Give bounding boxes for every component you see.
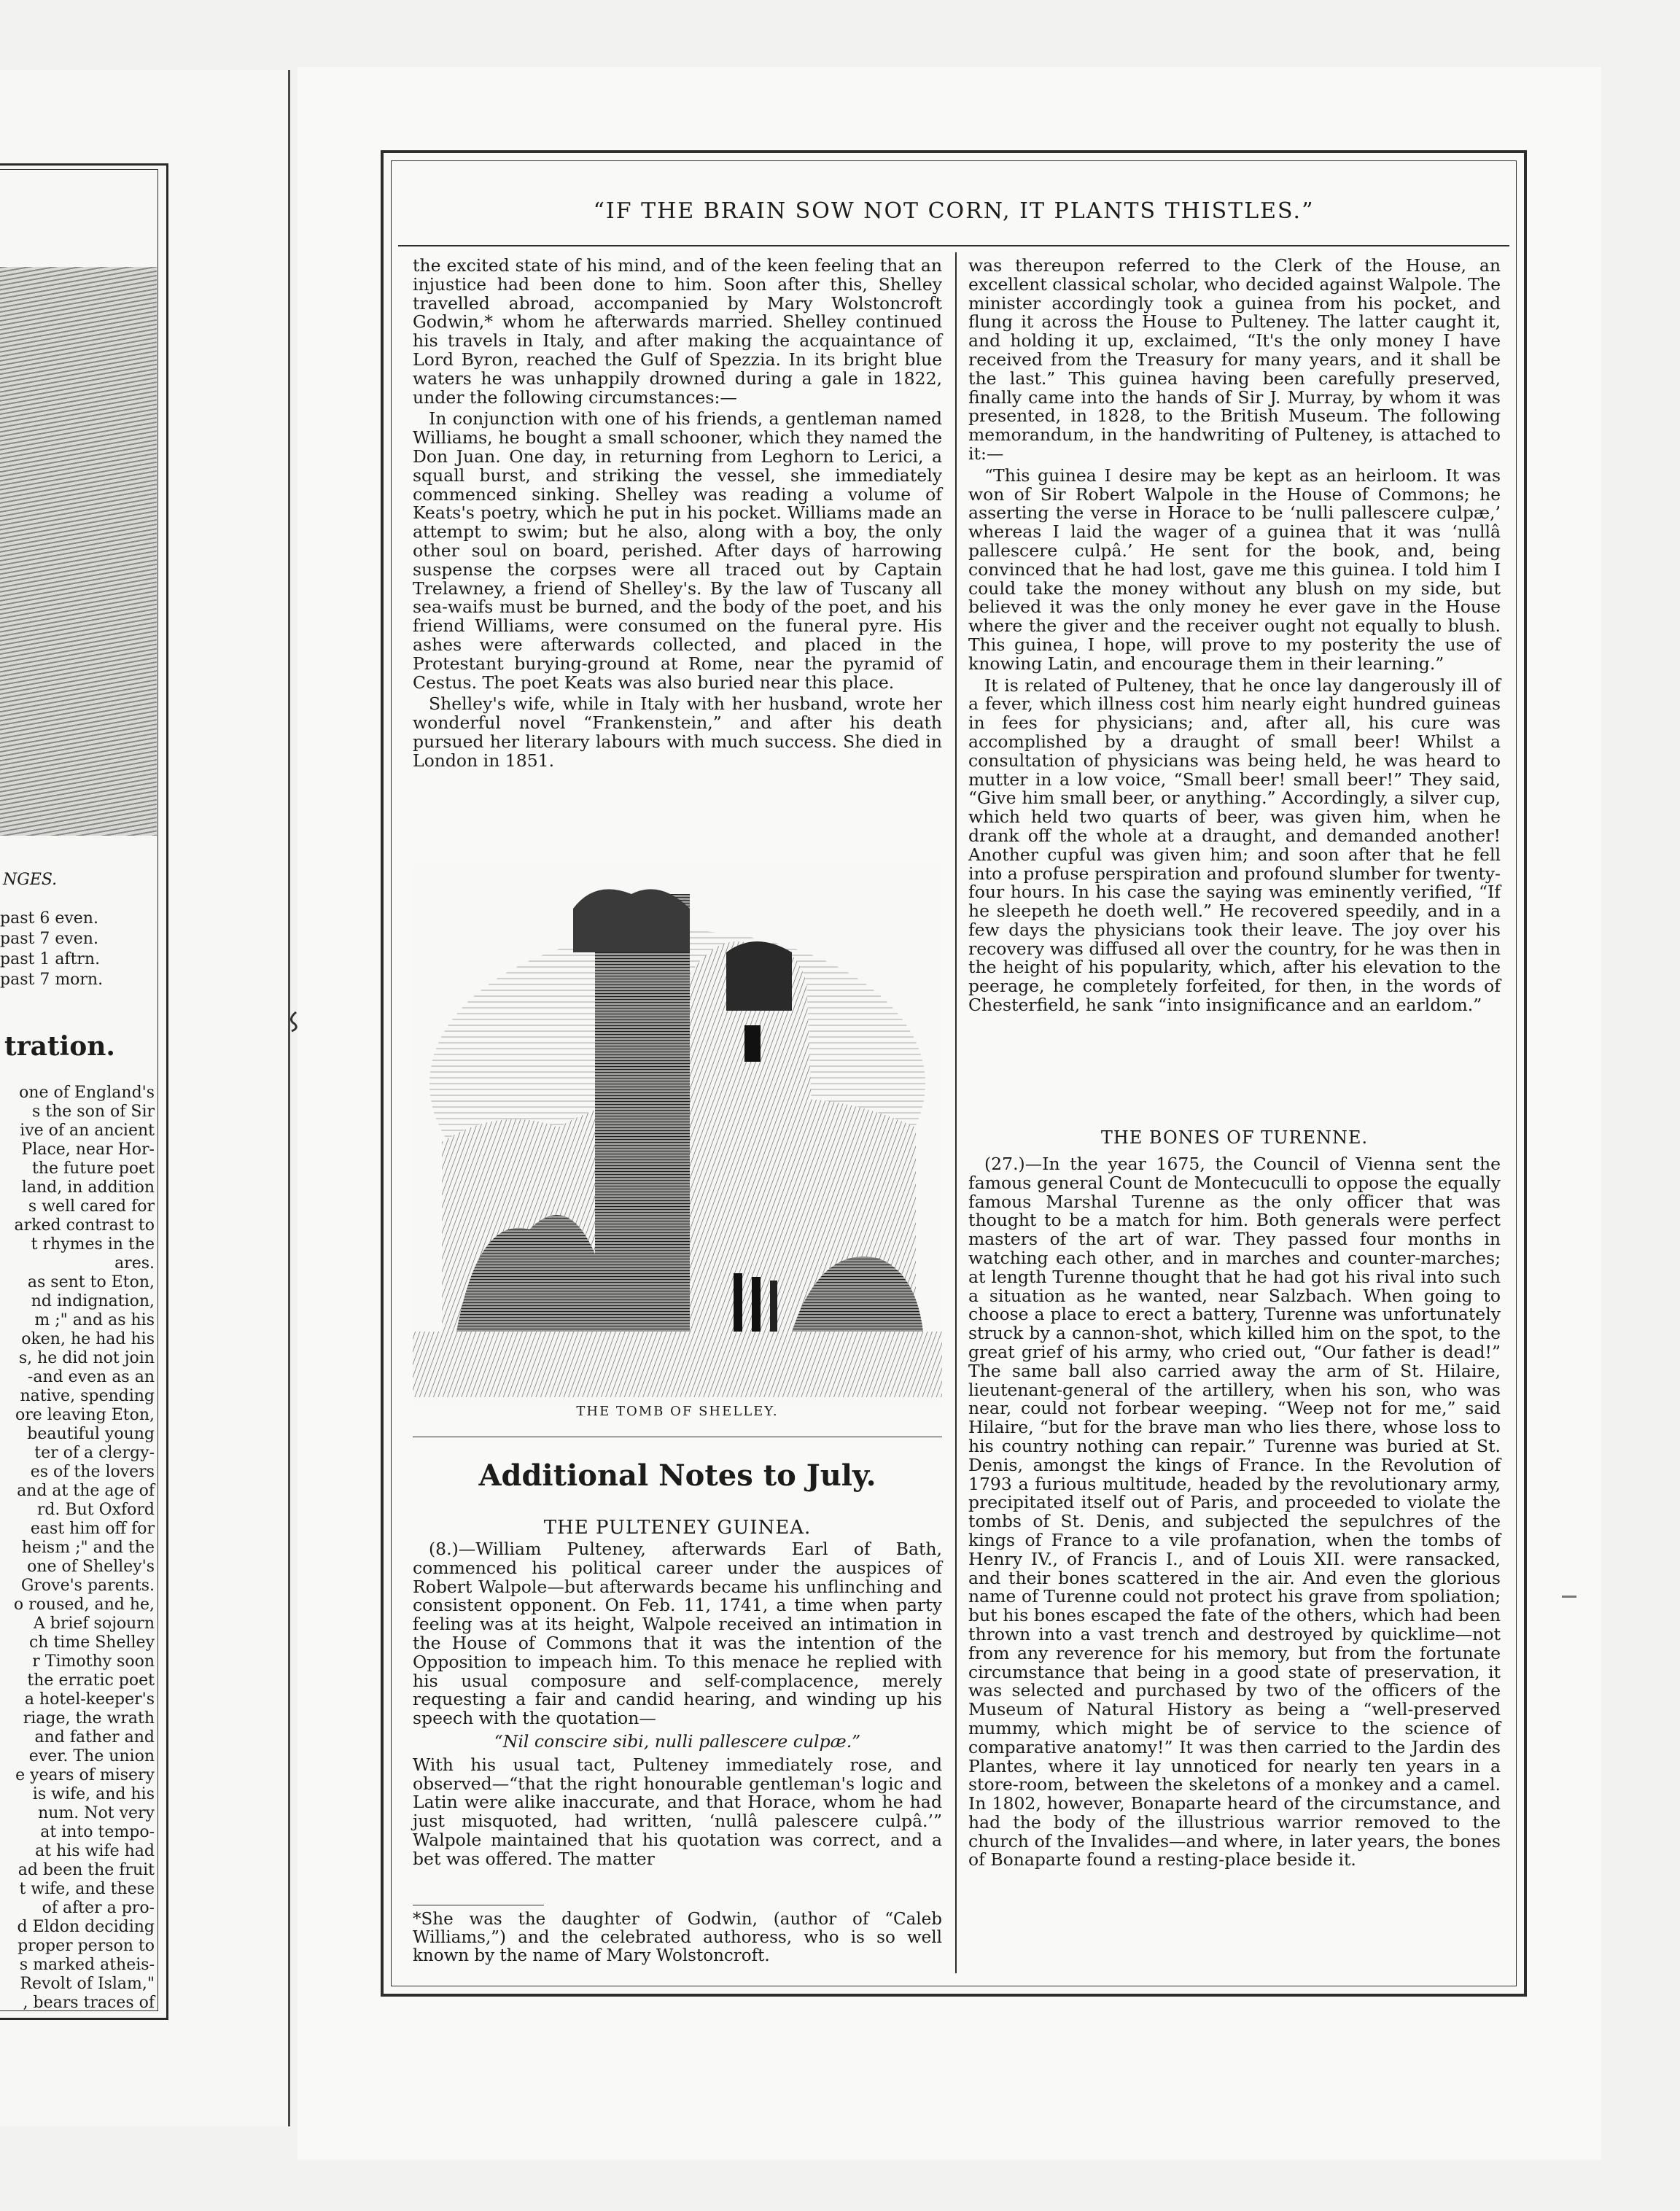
left-page-line: nd indignation, <box>31 1292 155 1310</box>
tomb-of-shelley-engraving <box>413 865 942 1404</box>
paragraph: (27.)—In the year 1675, the Council of Vienna sent the famous general Count de Montecuculli to oppose the equally famous Marshal Turenne as the only officer that was thought to be a match for him. Both generals were perfect masters of the art of war. They passed four months in watching each other, and in marches and counter-marches; at length Turenne thought that he had got his rival into such a situation as he wanted, near Salzbach. When going to choose a place to erect a battery, Turenne was unfortunately struck by a cannon-shot, which killed him on the spot, to the great grief of his army, who cried out, “Our father is dead!” The same ball also carried away the arm of St. Hilaire, lieutenant-general of the artillery, when his son, who was near, could not forbear weeping. “Weep not for me,” said Hilaire, “but for the brave man who lies there, whose loss to his country nothing can repair.” Turenne was buried at St. Denis, amongst the kings of France. In the Revolution of 1793 a furious multitude, headed by the revolutionary army, precipitated itself out of Paris, and proceeded to violate the tombs of St. Denis, and subjected the sepulchres of the kings of France to a vile profanation, when the tombs of Henry IV., of Francis I., and of Louis XII. were ransacked, and their bones scattered in the air. And even the glorious name of Turenne could not protect his grave from spoliation; but his bones escaped the fate of the others, which had been thrown into a vast trench and destroyed by quicklime—not from any reverence for his memory, but from the fortunate circumstance that being in a good state of preservation, it was selected and purchased by two of the officers of the Museum of Natural History as being a “well-preserved mummy, which might be of service to the science of comparative anatomy!” It was then carried to the Jardin des Plantes, where it lay unnoticed for nearly ten years in a store-room, between the skeletons of a monkey and a camel. In 1802, however, Bonaparte heard of the circumstance, and had the body of the illustrious warrior removed to the church of the Invalides—and where, in later years, the bones of Bonaparte found a resting-place beside it. <box>968 1154 1501 1870</box>
time-entry: past 7 even. <box>0 930 98 948</box>
left-page-line: es of the lovers <box>30 1463 155 1481</box>
left-page-body <box>0 1084 155 2013</box>
left-page-times <box>0 909 103 990</box>
left-column-text <box>413 257 942 774</box>
left-page-line: at his wife had <box>35 1842 155 1860</box>
left-page-line: m ;" and as his <box>34 1311 155 1329</box>
turenne-article <box>968 1155 1501 1873</box>
left-page-line: beautiful young <box>27 1425 155 1443</box>
left-page-line: ad been the fruit <box>18 1861 155 1879</box>
margin-mark <box>1562 1596 1576 1598</box>
left-page-line: land, in addition <box>21 1178 155 1197</box>
left-page-line: heism ;" and the <box>21 1539 155 1557</box>
header-rule <box>398 245 1509 246</box>
left-page-line: at into tempo- <box>40 1823 155 1841</box>
left-page-line: as sent to Eton, <box>27 1273 155 1291</box>
paragraph: was thereupon referred to the Clerk of the House, an excellent classical scholar, who decided against Walpole. The minister accordingly took a guinea from his pocket, and flung it across the House to Pulteney. The latter caught it, and holding it up, exclaimed, “It's the only money I have received from the Treasury for many years, and it shall be the last.” This guinea having been carefully preserved, finally came into the hands of Sir J. Murray, by whom it was presented, in 1828, to the British Museum. The following memorandum, in the handwriting of Pulteney, is attached to it:— <box>968 255 1501 464</box>
left-page-line: s marked atheis- <box>19 1956 155 1974</box>
left-page-line: the future poet <box>31 1159 155 1178</box>
left-page-line: Grove's parents. <box>20 1577 155 1595</box>
left-page-line: ive of an ancient <box>20 1122 155 1140</box>
left-page-heading: tration. <box>4 1031 115 1062</box>
footnote: *She was the daughter of Godwin, (author of “Caleb Williams,”) and the celebrated authoress, who is so well known by the name of Mary Wolstoncroft. <box>413 1910 942 1965</box>
left-page-line: Revolt of Islam," <box>20 1975 155 1993</box>
left-page-line: and at the age of <box>17 1482 155 1500</box>
left-page-line: s well cared for <box>28 1197 155 1216</box>
engraving-caption: THE TOMB OF SHELLEY. <box>576 1404 779 1419</box>
left-page-line: rd. But Oxford <box>36 1501 155 1519</box>
paragraph: (8.)—William Pulteney, afterwards Earl of Bath, commenced his political career under the auspices of Robert Walpole—but afterwards became his unflinching and consistent opponent. On Feb. 11, 1741, a time when party feeling was at its height, Walpole received an intimation in the House of Commons that it was the intention of the Opposition to impeach him. To this menace he replied with his usual composure and self-complacence, merely requesting a fair and candid hearing, and winding up his speech with the quotation— <box>413 1539 942 1729</box>
time-entry: past 1 aftrn. <box>0 950 101 968</box>
left-page-line: ch time Shelley <box>28 1633 155 1652</box>
time-entry: past 6 even. <box>0 909 98 928</box>
paragraph: In conjunction with one of his friends, a gentleman named Williams, he bought a small schooner, which they named the Don Juan. One day, in returning from Leghorn to Lerici, a squall burst, and striking the vessel, she immediately commenced sinking. Shelley was reading a volume of Keats's poetry, which he put in his pocket. Williams made an attempt to swim; but he also, along with a boy, the only other soul on board, perished. After days of harrowing suspense the corpses were all traced out by Captain Trelawney, a friend of Shelley's. By the law of Tuscany all sea-waifs must be burned, and the body of the poet, and his friend Williams, were consumed on the funeral pyre. His ashes were afterwards collected, and placed in the Protestant burying-ground at Rome, near the pyramid of Cestus. The poet Keats was also buried near this place. <box>413 408 942 693</box>
left-page-line: num. Not very <box>38 1804 155 1822</box>
left-page-line: r Timothy soon <box>32 1652 155 1671</box>
latin-quotation: “Nil conscire sibi, nulli pallescere culpæ.” <box>494 1730 861 1752</box>
left-page-line: t wife, and these <box>19 1880 155 1898</box>
left-page-line: o roused, and he, <box>13 1596 155 1614</box>
left-page-line: east him off for <box>30 1520 155 1538</box>
binding-mark <box>286 1011 302 1033</box>
left-page-line: s, he did not join <box>18 1349 155 1367</box>
time-entry: past 7 morn. <box>0 971 104 989</box>
left-page-line: ever. The union <box>28 1747 155 1765</box>
right-column-text <box>968 257 1501 1018</box>
left-page-line: is wife, and his <box>32 1785 155 1803</box>
left-page-line: arked contrast to <box>14 1216 155 1235</box>
left-page-line: A brief sojourn <box>33 1614 155 1633</box>
left-page-line: d Eldon deciding <box>17 1918 155 1936</box>
left-page-line: a hotel-keeper's <box>24 1690 155 1709</box>
left-page-line: ares. <box>114 1254 155 1272</box>
left-page-line: riage, the wrath <box>23 1709 155 1728</box>
left-page-line: Place, near Hor- <box>21 1141 155 1159</box>
left-page-line: the erratic poet <box>27 1671 155 1690</box>
pulteney-article <box>413 1540 942 1872</box>
left-page-line: s the son of Sir <box>31 1103 155 1121</box>
paragraph: It is related of Pulteney, that he once lay dangerously ill of a fever, which illness cost him nearly eight hundred guineas in fees for physicians; and, after all, his cure was accomplished by a draught of small beer! Whilst a consultation of physicians was being held, he was heard to mutter in a low voice, “Small beer! small beer!” They said, “Give him small beer, or anything.” Accordingly, a silver cup, which held two quarts of beer, was given him, when he drank off the whole at a draught, and demanded another! Another cupful was given him; and soon after that he fell into a profuse perspiration and profound slumber for twenty-four hours. In his case the saying was eminently verified, “If he sleepeth he doeth well.” He recovered speedily, and in a few days the physicians took their leave. The joy over his recovery was diffused all over the country, for he was then in the height of his popularity, which, after his elevation to the peerage, he completely forfeited, for then, in the words of Chesterfield, he sank “into insignificance and an earldom.” <box>968 675 1501 1016</box>
left-page-line: one of England's <box>19 1084 155 1102</box>
left-page-line: one of Shelley's <box>27 1558 155 1576</box>
paragraph: Shelley's wife, while in Italy with her husband, wrote her wonderful novel “Frankenstein,” and after his death pursued her literary labours with much success. She died in London in 1851. <box>413 693 942 771</box>
left-page-line: ore leaving Eton, <box>15 1406 155 1424</box>
section-title: Additional Notes to July. <box>478 1458 876 1493</box>
column-rule <box>955 252 957 1973</box>
article-title: THE PULTENEY GUINEA. <box>543 1517 812 1539</box>
paragraph: the excited state of his mind, and of the keen feeling that an injustice had been done to him. Soon after this, Shelley travelled abroad, accompanied by Mary Wolstoncroft Godwin,* whom he afterwards married. Shelley continued his travels in Italy, and after making the acquaintance of Lord Byron, reached the Gulf of Spezzia. In its bright blue waters he was unhappily drowned during a gale in 1822, under the following circumstances:— <box>413 255 942 408</box>
left-page-line: , bears traces of <box>23 1994 155 2012</box>
left-page-line: proper person to <box>18 1937 155 1955</box>
left-page-line: of after a pro- <box>42 1899 155 1917</box>
left-page-line: oken, he had his <box>21 1330 155 1348</box>
paragraph: With his usual tact, Pulteney immediately rose, and observed—“that the right honourable gentleman's logic and Latin were alike inaccurate, and that Horace, whom he had just misquoted, had written, ‘nullâ palescere culpâ.’” Walpole maintained that his quotation was correct, and a bet was offered. The matter <box>413 1754 942 1869</box>
running-head: “IF THE BRAIN SOW NOT CORN, IT PLANTS THISTLES.” <box>593 198 1315 224</box>
left-page-line: e years of misery <box>15 1766 155 1784</box>
article-title: THE BONES OF TURENNE. <box>1100 1127 1369 1148</box>
left-page-line: -and even as an <box>27 1368 155 1386</box>
paragraph: “This guinea I desire may be kept as an heirloom. It was won of Sir Robert Walpole in the House of Commons; he asserting the verse in Horace to be ‘nulli pallescere culpæ,’ whereas I laid the wager of a guinea that it was ‘nullâ pallescere culpâ.’ He sent for the book, and, being convinced that he had lost, gave me this guinea. I told him I could take the money without any blush on my side, but believed it was the only money he ever gave in the House where the giver and the receiver ought not equally to blush. This guinea, I hope, will prove to my posterity the use of knowing Latin, and encourage them in their learning.” <box>968 465 1501 674</box>
left-page-line: and father and <box>34 1728 155 1746</box>
left-page-line: t rhymes in the <box>31 1235 155 1254</box>
left-page-line: native, spending <box>20 1387 155 1405</box>
left-page-engraving <box>0 267 157 836</box>
left-page-caption: NGES. <box>3 871 58 889</box>
left-page-line: ter of a clergy- <box>34 1444 155 1462</box>
left-facing-page <box>0 70 290 2126</box>
